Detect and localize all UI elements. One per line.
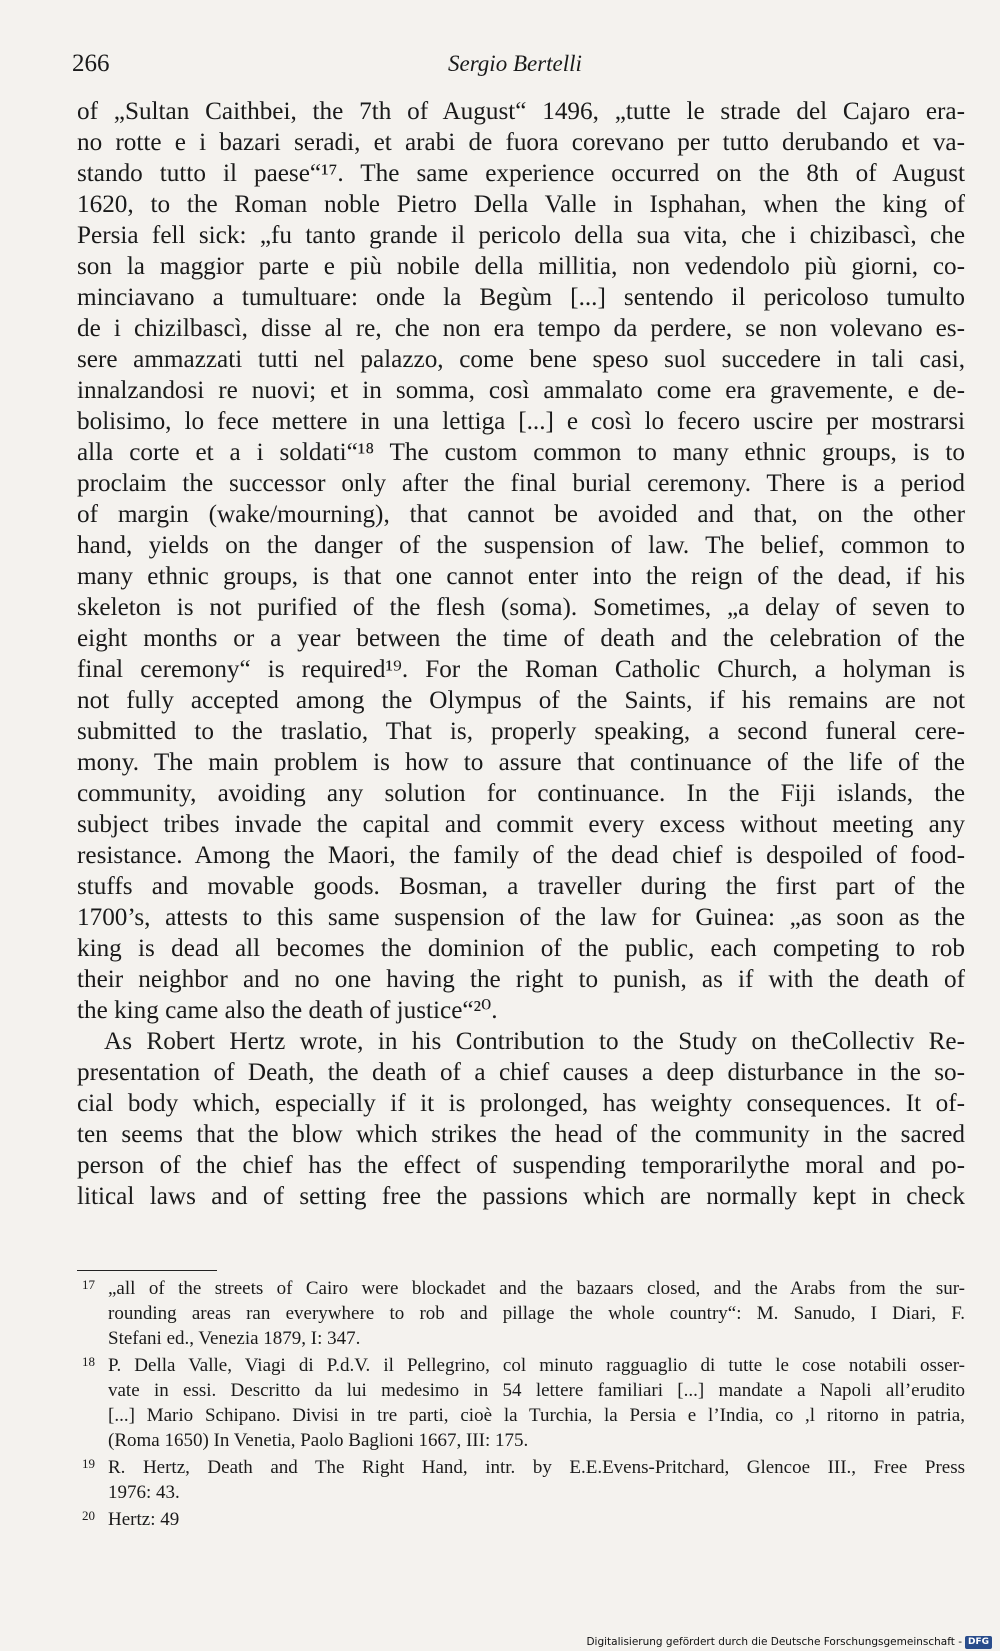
footnote-number: 18 xyxy=(82,1354,95,1369)
footnote-line: vate in essi. Descritto da lui medesimo in 54 lettere familiari [...] mandate a Napoli all’erudito xyxy=(108,1380,965,1401)
footnote xyxy=(77,1455,965,1505)
text-line: their neighbor and no one having the right to punish, as if with the death of xyxy=(77,966,965,993)
text-line: alla corte et a i soldati“¹⁸ The custom common to many ethnic groups, is to xyxy=(77,439,965,466)
footnote-line: 1976: 43. xyxy=(108,1482,180,1503)
text-line: person of the chief has the effect of suspending temporarilythe moral and po- xyxy=(77,1152,965,1179)
footnotes xyxy=(77,1276,965,1534)
running-head: Sergio Bertelli xyxy=(448,51,582,76)
text-line: 1700’s, attests to this same suspension of the law for Guinea: „as soon as the xyxy=(77,904,965,931)
digitization-credit xyxy=(586,1633,992,1651)
text-line: many ethnic groups, is that one cannot enter into the reign of the dead, if his xyxy=(77,563,965,590)
footnote-line: „all of the streets of Cairo were blockadet and the bazaars closed, and the Arabs from the sur- xyxy=(108,1278,965,1299)
text-line: not fully accepted among the Olympus of the Saints, if his remains are not xyxy=(77,687,965,714)
text-line: bolisimo, lo fece mettere in una lettiga [...] e così lo fecero uscire per mostrarsi xyxy=(77,408,965,435)
text-line: 1620, to the Roman noble Pietro Della Valle in Isphahan, when the king of xyxy=(77,191,965,218)
credit-text: Digitalisierung gefördert durch die Deutsche Forschungsgemeinschaft - xyxy=(586,1636,962,1648)
footnote-line: rounding areas ran everywhere to rob and pillage the whole country“: M. Sanudo, I Diari, F. xyxy=(108,1303,965,1324)
text-line: of „Sultan Caithbei, the 7th of August“ 1496, „tutte le strade del Cajaro era- xyxy=(77,98,965,125)
text-line: king is dead all becomes the dominion of the public, each competing to rob xyxy=(77,935,965,962)
footnote xyxy=(77,1276,965,1351)
footnote-line: [...] Mario Schipano. Divisi in tre parti, cioè la Turchia, la Persia e l’India, co ,l ritorno in patria, xyxy=(108,1405,965,1426)
footnote xyxy=(77,1353,965,1453)
text-line: submitted to the traslatio, That is, properly speaking, a second funeral cere- xyxy=(77,718,965,745)
text-line: son la maggior parte e più nobile della millitia, non vedendolo più giorni, co- xyxy=(77,253,965,280)
footnote xyxy=(77,1507,965,1532)
text-line: de i chizilbascì, disse al re, che non era tempo da perdere, se non volevano es- xyxy=(77,315,965,342)
text-line: no rotte e i bazari seradi, et arabi de fuora corevano per tutto derubando et va- xyxy=(77,129,965,156)
text-line: cial body which, especially if it is prolonged, has weighty consequences. It of- xyxy=(77,1090,965,1117)
text-line: eight months or a year between the time of death and the celebration of the xyxy=(77,625,965,652)
text-line: mony. The main problem is how to assure that continuance of the life of the xyxy=(77,749,965,776)
text-line: hand, yields on the danger of the suspension of law. The belief, common to xyxy=(77,532,965,559)
body-text xyxy=(77,96,965,1212)
footnote-number: 20 xyxy=(82,1508,95,1523)
text-line: As Robert Hertz wrote, in his Contribution to the Study on theCollectiv Re- xyxy=(104,1028,965,1055)
text-line: stando tutto il paese“¹⁷. The same experience occurred on the 8th of August xyxy=(77,160,965,187)
text-line: sere ammazzati tutti nel palazzo, come bene speso suol succedere in tali casi, xyxy=(77,346,965,373)
text-line: final ceremony“ is required¹⁹. For the Roman Catholic Church, a holyman is xyxy=(77,656,965,683)
text-line: innalzandosi re nuovi; et in somma, così ammalato come era gravemente, e de- xyxy=(77,377,965,404)
dfg-logo: DFG xyxy=(965,1636,992,1649)
text-line: skeleton is not purified of the flesh (soma). Sometimes, „a delay of seven to xyxy=(77,594,965,621)
text-line: proclaim the successor only after the final burial ceremony. There is a period xyxy=(77,470,965,497)
text-line: presentation of Death, the death of a chief causes a deep disturbance in the so- xyxy=(77,1059,965,1086)
text-line: ten seems that the blow which strikes the head of the community in the sacred xyxy=(77,1121,965,1148)
page-number: 266 xyxy=(72,50,110,77)
text-line: resistance. Among the Maori, the family of the dead chief is despoiled of food- xyxy=(77,842,965,869)
text-line: Persia fell sick: „fu tanto grande il pericolo della sua vita, che i chizibascì, che xyxy=(77,222,965,249)
text-line: of margin (wake/mourning), that cannot be avoided and that, on the other xyxy=(77,501,965,528)
footnote-divider xyxy=(77,1270,217,1271)
footnote-line: P. Della Valle, Viagi di P.d.V. il Pellegrino, col minuto ragguaglio di tutte le cose notabili osser- xyxy=(108,1355,965,1376)
footnote-line: R. Hertz, Death and The Right Hand, intr. by E.E.Evens-Pritchard, Glencoe III., Free Press xyxy=(108,1457,965,1478)
text-line: subject tribes invade the capital and commit every excess without meeting any xyxy=(77,811,965,838)
text-line: stuffs and movable goods. Bosman, a traveller during the first part of the xyxy=(77,873,965,900)
text-line: the king came also the death of justice“²⁰. xyxy=(77,997,498,1024)
text-line: litical laws and of setting free the passions which are normally kept in check xyxy=(77,1183,965,1210)
footnote-number: 17 xyxy=(82,1277,95,1292)
footnote-line: Hertz: 49 xyxy=(108,1509,180,1530)
footnote-number: 19 xyxy=(82,1456,95,1471)
footnote-line: (Roma 1650) In Venetia, Paolo Baglioni 1667, III: 175. xyxy=(108,1430,529,1451)
page-header xyxy=(72,48,952,82)
text-line: community, avoiding any solution for continuance. In the Fiji islands, the xyxy=(77,780,965,807)
footnote-line: Stefani ed., Venezia 1879, I: 347. xyxy=(108,1328,361,1349)
text-line: minciavano a tumultuare: onde la Begùm [...] sentendo il pericoloso tumulto xyxy=(77,284,965,311)
